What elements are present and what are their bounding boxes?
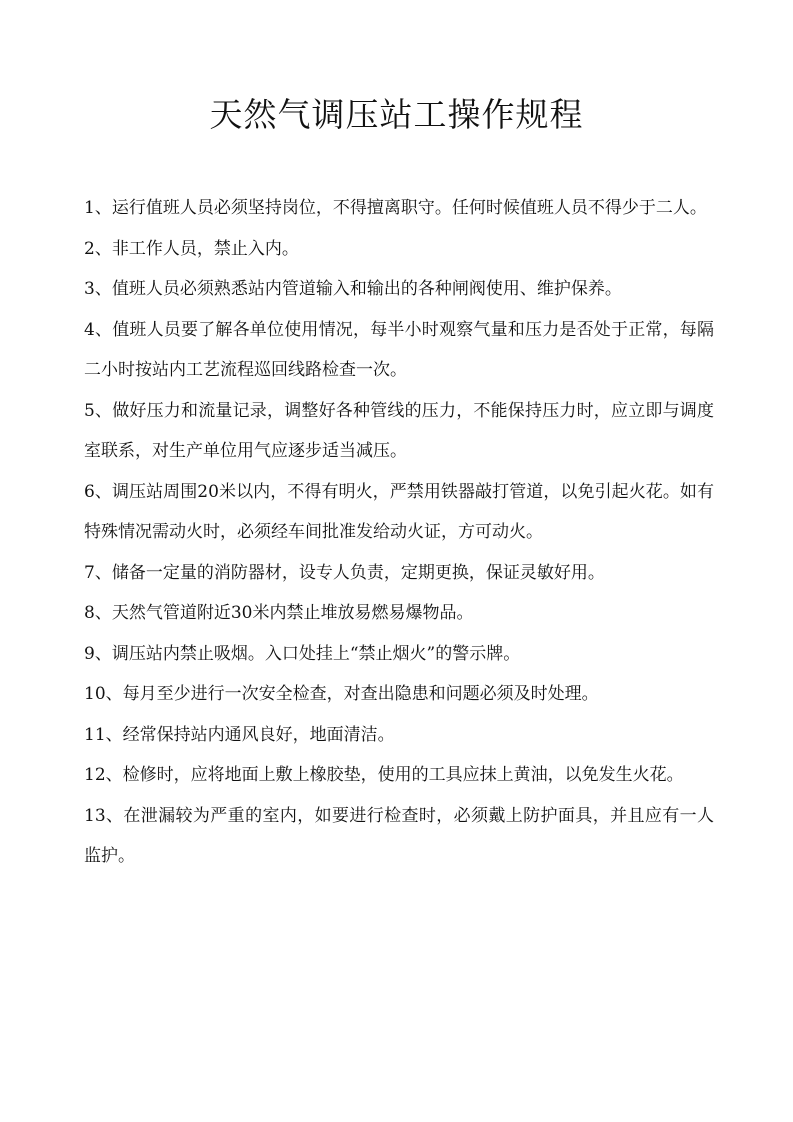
page-title: 天然气调压站工操作规程 [209, 95, 584, 134]
rule-item: 5、做好压力和流量记录，调整好各种管线的压力，不能保持压力时，应立即与调度室联系，对生产单位用气应逐步适当减压。 [84, 400, 714, 461]
rule-item: 9、调压站内禁止吸烟。入口处挂上“禁止烟火”的警示牌。 [84, 643, 521, 664]
rule-item: 6、调压站周围20米以内，不得有明火，严禁用铁器敲打管道，以免引起火花。如有特殊情况需动火时，必须经车间批准发给动火证，方可动火。 [84, 481, 714, 542]
rules-list [84, 188, 714, 877]
rule-item: 1、运行值班人员必须坚持岗位，不得擅离职守。任何时候值班人员不得少于二人。 [84, 198, 707, 218]
rule-item: 12、检修时，应将地面上敷上橡胶垫，使用的工具应抹上黄油，以免发生火花。 [84, 765, 684, 785]
rule-item: 11、经常保持站内通风良好，地面清洁。 [84, 724, 395, 745]
rule-item: 13、在泄漏较为严重的室内，如要进行检查时，必须戴上防护面具，并且应有一人监护。 [84, 805, 714, 866]
rule-item: 10、每月至少进行一次安全检查，对查出隐患和问题必须及时处理。 [84, 684, 599, 704]
rule-item: 2、非工作人员，禁止入内。 [84, 238, 299, 259]
rule-item: 7、储备一定量的消防器材，设专人负责，定期更换，保证灵敏好用。 [84, 562, 605, 583]
rule-item: 4、值班人员要了解各单位使用情况，每半小时观察气量和压力是否处于正常，每隔二小时按站内工艺流程巡回线路检查一次。 [84, 319, 714, 380]
rule-item: 3、值班人员必须熟悉站内管道输入和输出的各种闸阀使用、维护保养。 [84, 279, 622, 299]
rule-item: 8、天然气管道附近30米内禁止堆放易燃易爆物品。 [84, 603, 474, 623]
